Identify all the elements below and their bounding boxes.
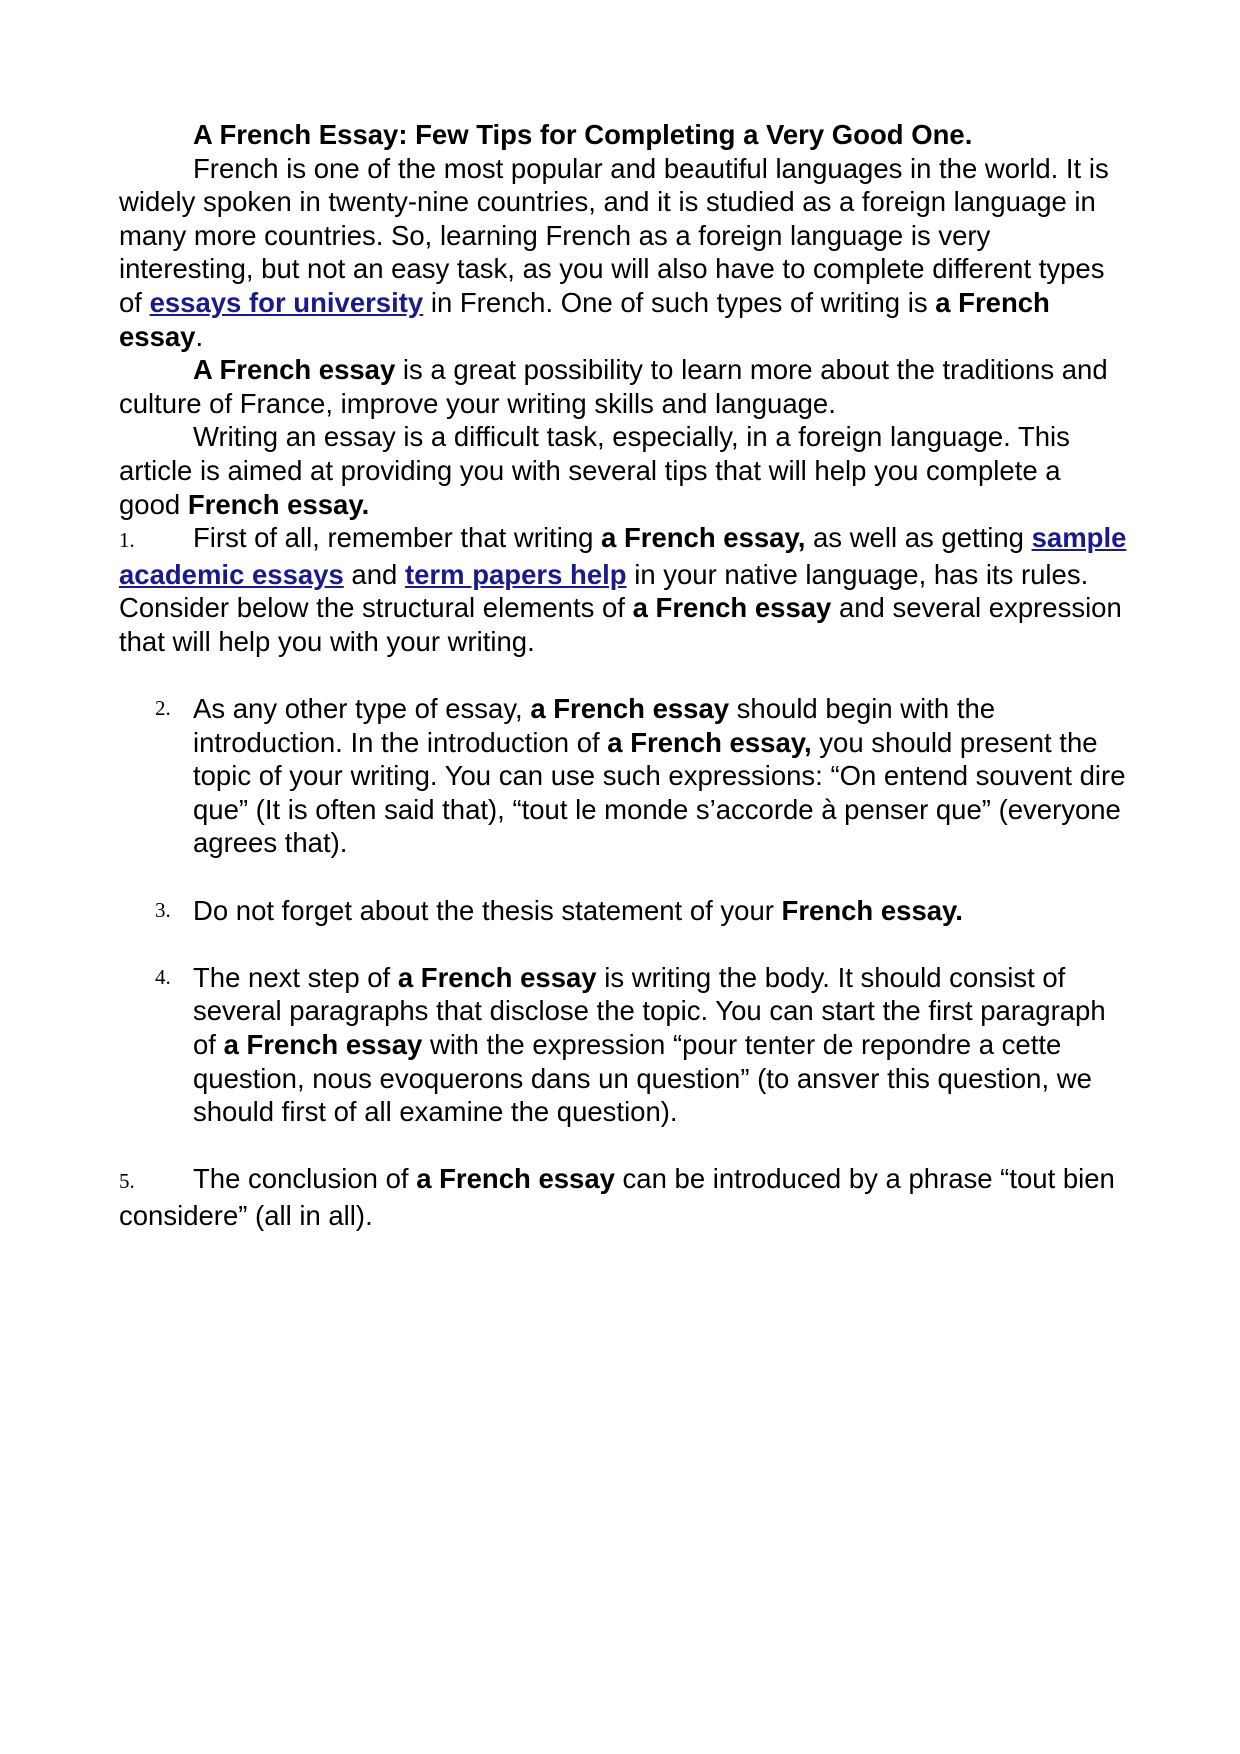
list-item-4: [119, 961, 1129, 1129]
para3-text: Writing an essay is a difficult task, especially, in a foreign language. This article is aimed at providing you with several tips that will help you complete a good: [119, 421, 1070, 520]
item4-bold-1: a French essay: [397, 961, 597, 993]
item1-bold-2: a French essay: [632, 592, 832, 624]
spacer: [119, 659, 1129, 693]
item5-text-1: The conclusion of: [193, 1163, 417, 1195]
intro-text-3: .: [195, 320, 204, 352]
item2-text-2: should begin with the introduction. In the introduction of: [193, 693, 996, 758]
list-item-3: [119, 894, 1129, 928]
list-number-1: 1.: [119, 528, 135, 553]
item1-text-2: as well as getting: [805, 522, 1032, 554]
list-number-2: 2.: [155, 696, 171, 721]
list-item-1: [119, 521, 1129, 658]
para2-text: is a great possibility to learn more about the traditions and culture of France, improve your writing skills and language.: [119, 354, 1108, 419]
item3-bold-1: French essay.: [781, 894, 963, 926]
spacer: [119, 1129, 1129, 1163]
item4-bold-2: a French essay: [223, 1029, 423, 1061]
spacer: [119, 860, 1129, 894]
intro-text-1: French is one of the most popular and beautiful languages in the world. It is widely spoken in twenty-nine countries, and it is studied as a foreign language in many more countries. So, learning French as a foreign language is very interesting, but not an easy task, as you will also have to complete different types of: [119, 152, 1109, 318]
item5-text-2: can be introduced by a phrase “tout bien considere” (all in all).: [119, 1163, 1115, 1231]
item1-bold-1: a French essay,: [601, 522, 806, 554]
item2-text-1: As any other type of essay,: [193, 693, 531, 725]
item3-text-1: Do not forget about the thesis statement of your: [193, 894, 782, 926]
essays-for-university-link[interactable]: essays for university: [149, 286, 424, 318]
intro-text-2: in French. One of such types of writing is: [423, 286, 936, 318]
list-number-5: 5.: [119, 1169, 135, 1194]
term-papers-help-link[interactable]: term papers help: [404, 558, 627, 590]
document-body: [119, 118, 1129, 1233]
item2-bold-1: a French essay: [530, 693, 730, 725]
item4-text-1: The next step of: [193, 961, 398, 993]
para2-bold: A French essay: [193, 354, 396, 386]
item1-text-4: in your native language, has its rules. Consider below the structural elements of: [119, 558, 1089, 624]
spacer: [119, 927, 1129, 961]
intro-bold-1: a French essay: [119, 286, 1050, 352]
intro-paragraph: [119, 152, 1129, 354]
list-item-2: [119, 692, 1129, 860]
sample-academic-essays-link[interactable]: sample academic essays: [119, 522, 1127, 590]
list-number-3: 3.: [155, 897, 171, 922]
item1-text-5: and several expression that will help you with your writing.: [119, 592, 1122, 657]
document-title: A French Essay: Few Tips for Completing a Very Good One.: [193, 119, 973, 150]
item5-bold-1: a French essay: [416, 1163, 615, 1195]
list-item-5: [119, 1162, 1129, 1232]
list-number-4: 4.: [155, 964, 171, 989]
item4-text-3: with the expression “pour tenter de repondre a cette question, nous evoquerons dans un question” (to ansver this question, we should first of all examine the question).: [193, 1029, 1092, 1128]
third-paragraph: [119, 420, 1129, 521]
item1-text-1: First of all, remember that writing: [193, 522, 602, 554]
item1-text-3: and: [343, 558, 405, 590]
item2-bold-2: a French essay,: [607, 726, 812, 758]
item4-text-2: is writing the body. It should consist of several paragraphs that disclose the topic. You can start the first paragraph of: [193, 961, 1106, 1061]
second-paragraph: [119, 353, 1129, 420]
item2-text-3: you should present the topic of your writing. You can use such expressions: “On entend souvent dire que” (It is often said that), “tout le monde s’accorde à penser que” (everyone agrees that).: [193, 726, 1126, 859]
para3-bold: French essay.: [187, 488, 370, 520]
